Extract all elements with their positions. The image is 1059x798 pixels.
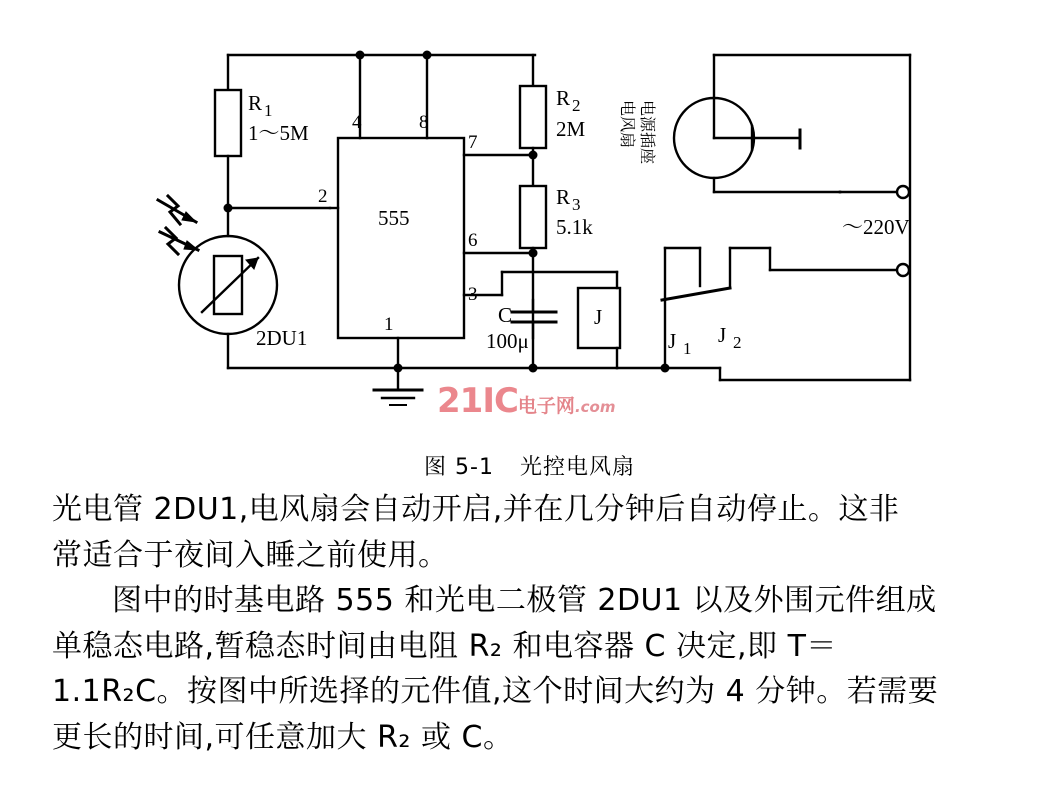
watermark-com: .com	[574, 398, 616, 416]
contact-bar	[662, 288, 730, 300]
resistor-r3-body	[520, 186, 546, 248]
junction-contact-bottom	[661, 364, 670, 373]
label-r1-value: 1～5M	[248, 121, 309, 145]
label-contact-j1: J	[668, 329, 677, 353]
terminal-bottom	[897, 264, 909, 276]
resistor-r1-body	[215, 90, 241, 156]
body-line-1: 光电管 2DU1,电风扇会自动开启,并在几分钟后自动停止。这非	[52, 492, 900, 527]
label-relay-coil: J	[594, 305, 603, 329]
body-line-4: 单稳态电路,暂稳态时间由电阻 R₂ 和电容器 C 决定,即 T＝	[52, 628, 837, 664]
pin-label-7: 7	[468, 132, 478, 153]
figure-caption	[0, 450, 1059, 481]
watermark-sub: 电子网	[517, 395, 575, 417]
label-contact-j2-sub: 2	[733, 333, 742, 352]
light-arrows	[158, 196, 198, 254]
pin-label-3: 3	[468, 284, 478, 305]
body-text	[52, 488, 1012, 761]
watermark-main: 21IC	[437, 381, 518, 421]
label-socket-line2: 电源插座	[638, 100, 657, 165]
body-line-2: 常适合于夜间入睡之前使用。	[52, 537, 449, 573]
pin-label-4: 4	[352, 112, 362, 133]
terminal-top	[897, 186, 909, 198]
label-mains-voltage: ～220V	[842, 215, 910, 239]
resistor-r2-body	[520, 86, 546, 148]
label-r3-value: 5.1k	[556, 215, 593, 239]
label-photodiode: 2DU1	[256, 326, 308, 350]
watermark	[437, 381, 615, 421]
label-cap-name: C	[498, 303, 513, 327]
label-contact-j1-sub: 1	[683, 339, 692, 358]
label-contact-j2: J	[718, 323, 727, 347]
photodiode-envelope	[179, 236, 277, 334]
label-socket-line1: 电风扇	[618, 100, 637, 149]
figure-title: 光控电风扇	[519, 455, 635, 480]
ic-555-body	[338, 138, 464, 338]
label-r1-name: R	[248, 91, 263, 115]
pin-label-8: 8	[419, 112, 429, 133]
figure-number: 图 5-1	[424, 455, 494, 480]
pin-label-2: 2	[318, 186, 328, 207]
label-r2-value: 2M	[556, 117, 586, 141]
junction-pin4-rail	[356, 51, 365, 60]
photodiode-element	[214, 256, 242, 314]
pin-label-1: 1	[384, 314, 394, 335]
label-r3-sub: 3	[572, 195, 581, 214]
pin-label-6: 6	[468, 230, 478, 251]
body-line-5: 1.1R₂C。按图中所选择的元件值,这个时间大约为 4 分钟。若需要	[52, 674, 939, 709]
label-cap-value: 100μ	[486, 329, 529, 353]
body-line-6: 更长的时间,可任意加大 R₂ 或 C。	[52, 719, 514, 755]
label-ic-555: 555	[378, 206, 410, 230]
junction-pin8-rail	[423, 51, 432, 60]
label-r1-sub: 1	[264, 101, 273, 120]
label-r2-sub: 2	[572, 96, 581, 115]
label-r3-name: R	[556, 185, 571, 209]
photodiode-arrow-line	[202, 258, 258, 312]
label-r2-name: R	[556, 86, 571, 110]
body-line-3: 图中的时基电路 555 和光电二极管 2DU1 以及外围元件组成	[112, 583, 937, 618]
